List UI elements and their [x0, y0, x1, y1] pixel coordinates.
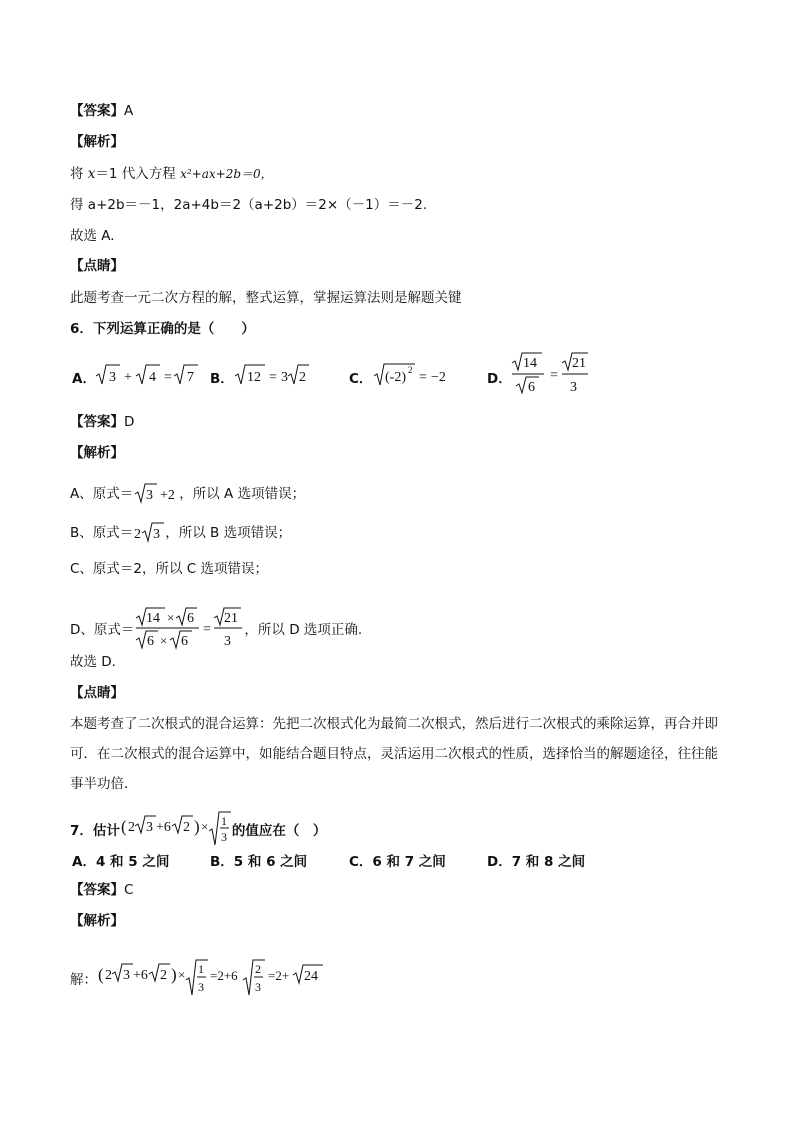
svg-text:=: =	[419, 370, 427, 385]
option-d-formula	[510, 350, 590, 398]
solution-line-2-q5: 得 a+2b＝－1，2a+4b＝2（a+2b）＝2×（－1）＝－2.	[70, 197, 428, 213]
svg-text:(-2): (-2)	[385, 370, 406, 385]
svg-text:2: 2	[408, 365, 413, 375]
svg-text:): )	[193, 817, 200, 836]
svg-text:3: 3	[123, 968, 130, 983]
text-segment: 解：	[70, 972, 97, 988]
text-segment: 将	[70, 166, 88, 182]
svg-text:=: =	[203, 622, 212, 637]
comment-q5: 此题考查一元二次方程的解，整式运算，掌握运算法则是解题关键	[70, 290, 462, 306]
svg-text:=2+6: =2+6	[210, 968, 238, 983]
answer-label: 【答案】	[70, 414, 124, 430]
svg-text:): )	[171, 965, 177, 984]
text-segment: A、原式＝	[70, 486, 134, 502]
svg-text:3: 3	[220, 830, 227, 844]
choose-line-q6: 故选 D.	[70, 654, 116, 670]
svg-text:21: 21	[224, 611, 239, 626]
option-a-label: A．	[72, 371, 96, 387]
svg-text:3: 3	[109, 370, 116, 385]
q7-option-b: B．5 和 6 之间	[210, 854, 308, 870]
formula-d-simplification	[134, 606, 244, 650]
formula-q7-solution	[97, 958, 347, 998]
answer-value: A	[124, 103, 134, 119]
svg-text:3: 3	[153, 527, 161, 542]
svg-text:7: 7	[187, 370, 194, 385]
svg-text:3: 3	[281, 370, 288, 385]
analysis-label-q6: 【解析】	[70, 445, 124, 461]
option-c-formula	[372, 358, 452, 390]
svg-text:×: ×	[160, 633, 168, 648]
answer-label: 【答案】	[70, 882, 124, 898]
svg-text:×: ×	[178, 967, 186, 982]
formula-sqrt3-plus-2	[133, 482, 179, 504]
svg-text:(: (	[120, 817, 127, 836]
svg-text:3: 3	[145, 820, 153, 835]
analysis-label-q5: 【解析】	[70, 134, 124, 150]
svg-text:+6: +6	[133, 968, 148, 983]
text-segment: ＝1 代入方程	[95, 166, 181, 182]
variable-x: x	[87, 166, 96, 182]
svg-text:3: 3	[255, 980, 261, 994]
solution-a-q6	[70, 482, 305, 504]
svg-text:1: 1	[198, 962, 204, 976]
svg-text:2: 2	[255, 962, 261, 976]
svg-text:+2: +2	[160, 488, 176, 503]
svg-text:6: 6	[147, 634, 155, 649]
text-segment: B、原式＝	[70, 525, 134, 541]
answer-value: C	[124, 882, 134, 898]
svg-text:2: 2	[299, 370, 306, 385]
comment-q6: 本题考查了二次根式的混合运算：先把二次根式化为最简二次根式，然后进行二次根式的乘除运算，再合并即可．在二次根式的混合运算中，如能结合题目特点，灵活运用二次根式的性质，选择恰当的解题途径，往往能事半功倍．	[70, 716, 718, 792]
answer-value: D	[124, 414, 135, 430]
svg-text:×: ×	[167, 610, 175, 625]
svg-text:=2+: =2+	[268, 968, 290, 983]
svg-text:3: 3	[570, 380, 577, 395]
solution-c-q6: C、原式＝2，所以 C 选项错误；	[70, 561, 269, 577]
svg-text:6: 6	[187, 611, 195, 626]
option-a-formula	[94, 360, 194, 390]
svg-text:−2: −2	[431, 370, 446, 385]
svg-text:21: 21	[572, 356, 586, 371]
svg-text:+6: +6	[155, 820, 171, 835]
text-segment: ，所以 D 选项正确.	[244, 622, 363, 638]
svg-text:2: 2	[105, 968, 112, 983]
text-segment: 的值应在（ ）	[231, 823, 327, 839]
option-b-label: B．	[210, 371, 234, 387]
analysis-label-q7: 【解析】	[70, 913, 124, 929]
svg-text:4: 4	[149, 370, 156, 385]
q7-option-c: C．6 和 7 之间	[349, 854, 446, 870]
formula-q7-expression	[120, 811, 232, 847]
answer-line-q6	[70, 412, 134, 432]
option-b-formula	[233, 360, 313, 390]
svg-text:+: +	[124, 370, 132, 385]
solution-b-q6	[70, 521, 291, 543]
svg-text:(: (	[98, 965, 104, 984]
option-c-label: C．	[349, 371, 373, 387]
svg-text:1: 1	[220, 814, 227, 828]
svg-text:2: 2	[127, 820, 135, 835]
question-7-stem	[70, 811, 326, 847]
svg-text:2: 2	[160, 968, 167, 983]
svg-text:14: 14	[523, 356, 537, 371]
question-6-stem: 6．下列运算正确的是（ ）	[70, 321, 255, 337]
svg-text:=: =	[550, 368, 558, 383]
svg-text:=: =	[269, 370, 277, 385]
text-segment: 7．估计	[70, 823, 120, 839]
svg-text:2: 2	[182, 820, 190, 835]
answer-line-q7	[70, 880, 133, 900]
option-d-label: D．	[487, 371, 512, 387]
svg-text:14: 14	[146, 611, 161, 626]
svg-text:2: 2	[134, 527, 142, 542]
answer-line-q5	[70, 101, 133, 121]
svg-text:×: ×	[200, 819, 209, 834]
svg-text:=: =	[164, 370, 172, 385]
text-segment: D、原式＝	[70, 622, 135, 638]
comment-label-q5: 【点睛】	[70, 258, 124, 274]
q7-option-a: A．4 和 5 之间	[72, 854, 170, 870]
solution-d-q6	[70, 606, 362, 650]
equation: x²+ax+2b＝0，	[180, 167, 273, 181]
text-segment: ，所以 A 选项错误；	[179, 486, 306, 502]
comment-label-q6: 【点睛】	[70, 685, 124, 701]
q7-option-d: D．7 和 8 之间	[487, 854, 586, 870]
choose-line-q5: 故选 A.	[70, 228, 115, 244]
svg-text:6: 6	[181, 634, 189, 649]
svg-text:3: 3	[198, 980, 204, 994]
svg-text:12: 12	[247, 370, 261, 385]
formula-2sqrt3	[133, 521, 165, 543]
svg-text:3: 3	[224, 634, 232, 649]
solution-q7	[70, 958, 347, 998]
solution-line-1-q5	[70, 164, 273, 184]
svg-text:6: 6	[528, 380, 535, 395]
text-segment: ，所以 B 选项错误；	[165, 525, 292, 541]
answer-label: 【答案】	[70, 103, 124, 119]
svg-text:3: 3	[146, 488, 154, 503]
svg-text:24: 24	[304, 969, 318, 984]
